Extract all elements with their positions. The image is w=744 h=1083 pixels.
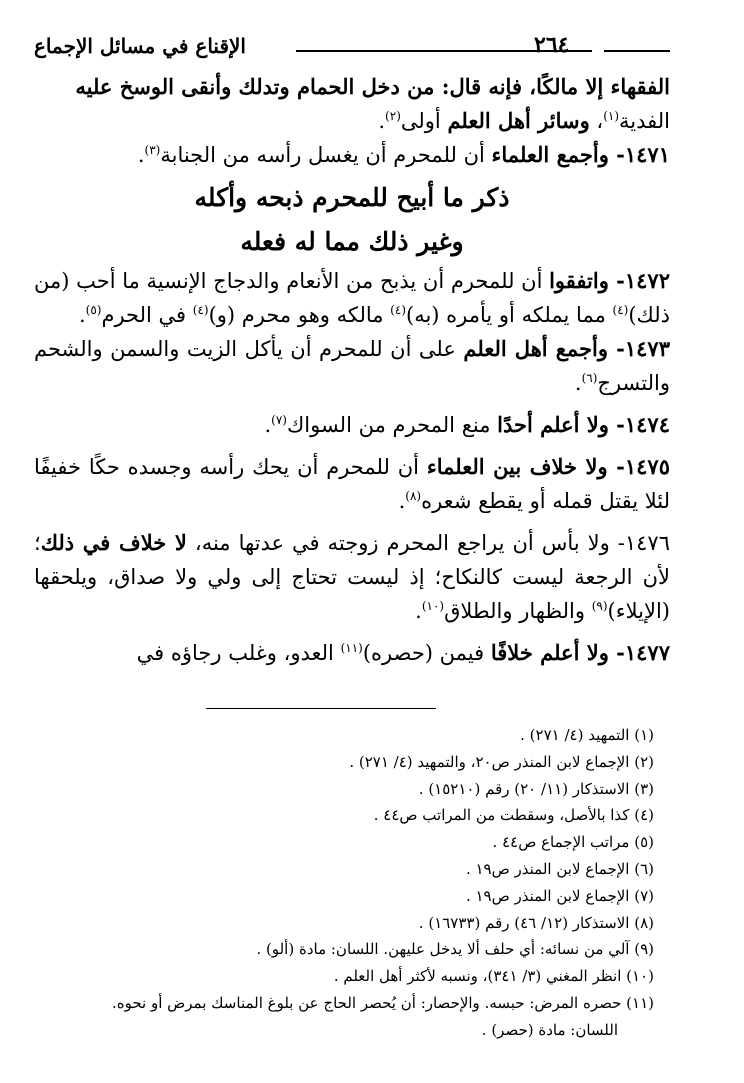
issue-number: ١٤٧٧- ولا أعلم خلافًا (490, 640, 670, 665)
heading-line: وغير ذلك مما له فعله (240, 227, 464, 256)
main-text (34, 70, 670, 670)
footnote-ref[interactable]: (١١) (340, 641, 363, 655)
issue-number: ١٤٧٤- ولا أعلم أحدًا (497, 412, 670, 437)
footnote-ref[interactable]: (٩) (591, 599, 608, 613)
footnote: (١١) حصره المرض: حبسه. والإحصار: أن يُحصر الحاج عن بلوغ المناسك بمرض أو نحوه. (111, 993, 654, 1012)
section-heading (34, 176, 670, 264)
footnote: (٩) آلي من نسائه: أي حلف ألا يدخل عليهن. اللسان: مادة (ألو) . (256, 940, 654, 959)
text: أن للمحرم أن يذبح من الأنعام والدجاج الإنسية ما أحب (من ذلك) (33, 269, 670, 327)
text: . (398, 489, 406, 513)
text: على أن للمحرم أن يأكل الزيت والسمن والشحم والتسرج (34, 337, 670, 395)
text: منع المحرم من السواك (286, 413, 498, 437)
paragraph-1473 (34, 332, 670, 400)
footnote: (٣) الاستذكار (١١/ ٢٠) رقم (١٥٢١٠) . (418, 779, 654, 798)
text: ؛ لأن الرجعة ليست كالنكاح؛ إذ ليست تحتاج إلى ولي ولا صداق، ويلحقها (الإيلاء) (34, 531, 670, 623)
text: والظهار والطلاق (444, 599, 592, 623)
text: فيمن (حصره) (362, 641, 491, 665)
text: أن للمحرم أن يغسل رأسه من الجنابة (160, 143, 492, 167)
footnote-ref[interactable]: (٦) (581, 371, 598, 385)
footnote: (١) التمهيد (٤/ ٢٧١) . (520, 726, 654, 744)
text: ، (589, 109, 604, 133)
paragraph-1474 (34, 408, 670, 442)
text: الفدية (619, 109, 670, 133)
footnote-ref[interactable]: (١٠) (421, 599, 445, 613)
margin-source-label (0, 338, 8, 372)
issue-number: ١٤٧٢- واتفقوا (549, 268, 670, 293)
issue-number: ١٤٧٣- وأجمع أهل العلم (463, 336, 670, 361)
footnote: اللسان: مادة (حصر) . (481, 1020, 618, 1039)
text: العدو، وغلب رجاؤه في (136, 641, 341, 665)
footnote-ref[interactable]: (٧) (271, 413, 287, 427)
footnote-ref[interactable]: (١) (603, 109, 620, 123)
footnote: (٤) كذا بالأصل، وسقطت من المراتب ص٤٤ . (373, 806, 654, 825)
footnote-separator (206, 708, 436, 709)
paragraph-1475 (34, 450, 670, 518)
text: . (415, 599, 422, 623)
text-line: الفقهاء إلا مالكًا، فإنه قال: من دخل الحمام وتدلك وأنقى الوسخ عليه (75, 74, 670, 99)
margin-source-label (0, 144, 8, 178)
text: . (137, 143, 145, 167)
footnote-ref[interactable]: (٤) (612, 303, 629, 317)
bold-text: لا خلاف في ذلك (40, 530, 187, 555)
footnote-ref[interactable]: (٢) (385, 109, 401, 123)
heading-line: ذكر ما أبيح للمحرم ذبحه وأكله (194, 183, 510, 212)
footnote: (٥) مراتب الإجماع ص٤٤ . (492, 833, 654, 852)
footnote-ref[interactable]: (٤) (390, 303, 406, 317)
page-number: ٢٦٤ (534, 32, 570, 58)
paragraph-1477 (34, 636, 670, 670)
footnote-ref[interactable]: (٤) (192, 303, 209, 317)
text: مالكه وهو محرم (و) (208, 303, 391, 327)
paragraph-1472 (34, 264, 670, 332)
footnote: (٢) الإجماع لابن المنذر ص٢٠، والتمهيد (٤/ ٢٧١) . (349, 752, 654, 771)
footnote: (٦) الإجماع لابن المنذر ص١٩ . (465, 859, 654, 878)
paragraph-1471 (34, 138, 670, 172)
text: ١٤٧٦- ولا بأس أن يراجع المحرم زوجته في عدتها منه، (186, 531, 670, 555)
issue-number: ١٤٧٥- ولا خلاف بين العلماء (426, 454, 670, 479)
footnote: (٨) الاستذكار (١٢/ ٤٦) رقم (١٦٧٣٣) . (418, 913, 654, 932)
footnote-ref[interactable]: (٨) (405, 489, 422, 503)
margin-source-label (0, 456, 8, 490)
margin-source-label (0, 270, 8, 304)
footnotes (34, 722, 654, 1044)
text: . (574, 371, 582, 395)
text: . (264, 413, 272, 437)
text: مما يملكه أو يأمره (به) (406, 303, 613, 327)
text: . (78, 303, 86, 327)
paragraph-1476 (34, 526, 670, 628)
text: في الحرم (101, 303, 193, 327)
issue-number: ١٤٧١- وأجمع العلماء (491, 142, 670, 167)
running-title: الإقناع في مسائل الإجماع (34, 34, 246, 58)
running-header (34, 30, 670, 64)
footnote-ref[interactable]: (٥) (85, 303, 102, 317)
footnote-ref[interactable]: (٣) (144, 143, 161, 157)
text: أن للمحرم أن يحك رأسه وجسده حكًا خفيفًا لئلا يقتل قمله أو يقطع شعره (34, 455, 670, 513)
bold-text: وسائر أهل العلم (447, 108, 590, 133)
text: أولى (400, 109, 448, 133)
header-rule (296, 50, 592, 52)
text: . (378, 109, 386, 133)
header-rule-short (604, 50, 670, 52)
footnote: (٧) الإجماع لابن المنذر ص١٩ . (465, 886, 654, 905)
footnote: (١٠) انظر المغني (٣/ ٣٤١)، ونسبه لأكثر أهل العلم . (333, 967, 654, 986)
paragraph-continuation (34, 70, 670, 138)
